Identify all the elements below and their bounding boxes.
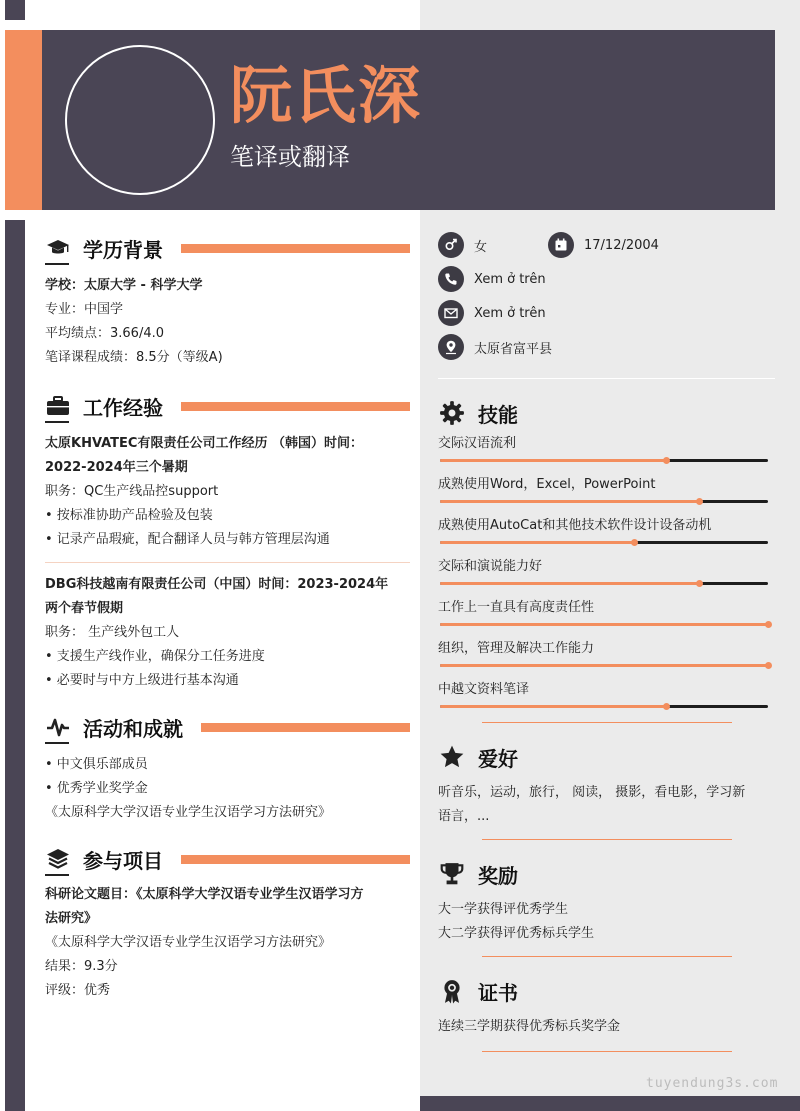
job-detail: • 必要时与中方上级进行基本沟通	[45, 673, 239, 688]
skill-level-fill	[440, 541, 634, 544]
avatar	[65, 45, 215, 195]
skill-level-bar	[440, 541, 768, 544]
pulse-icon	[45, 714, 71, 740]
section-separator	[482, 956, 732, 957]
award-item: 大二学获得评优秀标兵学生	[438, 926, 595, 941]
skill-level-fill	[440, 664, 768, 667]
job-heading: 两个春节假期	[45, 601, 124, 616]
skill-label: 工作上一直具有高度责任性	[438, 600, 595, 615]
skill-item	[438, 638, 778, 679]
education-header	[45, 230, 410, 266]
location-pin-icon	[438, 334, 464, 360]
medal-icon	[438, 977, 466, 1005]
phone-icon	[438, 266, 464, 292]
section-title-bar	[181, 244, 410, 253]
section-title: 活动和成就	[83, 716, 183, 741]
certificate-item: 连续三学期获得优秀标兵奖学金	[438, 1019, 621, 1034]
skill-level-bar	[440, 459, 768, 462]
hobbies-text: 听音乐，运动，旅行， 阅读， 摄影，看电影，学习新	[438, 785, 746, 800]
skill-level-bar	[440, 500, 768, 503]
header-accent-bar	[5, 30, 42, 210]
job-detail: 职务：QC生产线品控support	[45, 484, 219, 499]
major-line: 专业：中国学	[45, 302, 124, 317]
candidate-role: 笔译或翻译	[230, 143, 350, 171]
section-title: 奖励	[478, 863, 518, 888]
work-job-2	[45, 573, 410, 693]
hobbies-header	[438, 737, 778, 777]
info-row-gender-birthdate	[438, 228, 778, 262]
skill-level-knob	[765, 662, 772, 669]
job-detail: 职务： 生产线外包工人	[45, 625, 180, 640]
activity-item: • 中文俱乐部成员	[45, 757, 148, 772]
address-value: 太原省富平县	[474, 341, 553, 357]
job-heading: 2022-2024年三个暑期	[45, 460, 188, 475]
gender-value: 女	[474, 239, 488, 255]
activities-header	[45, 709, 410, 745]
skill-level-bar	[440, 664, 768, 667]
skills-header	[438, 393, 778, 433]
info-row-address	[438, 330, 778, 364]
birthdate-value: 17/12/2004	[584, 237, 659, 253]
section-title: 证书	[478, 980, 518, 1005]
skill-label: 交际汉语流利	[438, 436, 517, 451]
skill-item	[438, 679, 778, 720]
skill-level-bar	[440, 705, 768, 708]
skill-level-bar	[440, 623, 768, 626]
skills-list	[438, 433, 778, 720]
watermark: tuyendung3s.com	[646, 1076, 779, 1091]
skill-level-fill	[440, 459, 666, 462]
header-underline	[45, 742, 69, 744]
gpa-line: 平均绩点：3.66/4.0	[45, 326, 164, 341]
awards-header	[438, 854, 778, 894]
skill-label: 交际和演说能力好	[438, 559, 543, 574]
section-separator	[482, 722, 732, 723]
skill-level-knob	[663, 703, 670, 710]
project-detail: 结果：9.3分	[45, 959, 118, 974]
section-title: 参与项目	[83, 848, 163, 873]
section-title: 技能	[478, 402, 518, 427]
skill-level-fill	[440, 623, 768, 626]
skill-label: 中越文资料笔译	[438, 682, 530, 697]
skill-item	[438, 515, 778, 556]
translation-grade-line: 笔译课程成绩：8.5分（等级A)	[45, 350, 223, 365]
skill-item	[438, 474, 778, 515]
header-underline	[45, 263, 69, 265]
education-block	[45, 274, 410, 370]
projects-header	[45, 841, 410, 877]
skill-label: 组织，管理及解决工作能力	[438, 641, 595, 656]
section-title-bar	[201, 723, 410, 732]
skill-level-bar	[440, 582, 768, 585]
calendar-icon	[548, 232, 574, 258]
phone-value: Xem ở trên	[474, 271, 546, 287]
skill-level-fill	[440, 705, 666, 708]
header-underline	[45, 874, 69, 876]
job-heading: 太原KHVATEC有限责任公司工作经历 （韩国）时间：	[45, 436, 363, 451]
right-column	[438, 228, 778, 1062]
trophy-icon	[438, 860, 466, 888]
section-title-bar	[181, 855, 410, 864]
star-icon	[438, 743, 466, 771]
section-title: 爱好	[478, 746, 518, 771]
corner-decoration	[5, 0, 25, 20]
info-separator	[438, 378, 775, 379]
work-header	[45, 388, 410, 424]
project-heading: 科研论文题目：《太原科学大学汉语专业学生汉语学习方	[45, 887, 364, 902]
job-heading: DBG科技越南有限责任公司（中国）时间：2023-2024年	[45, 577, 389, 592]
info-row-email	[438, 296, 778, 330]
gear-icon	[438, 399, 466, 427]
job-divider	[45, 562, 410, 563]
activity-item: • 优秀学业奖学金	[45, 781, 148, 796]
layers-icon	[45, 846, 71, 872]
graduation-cap-icon	[45, 235, 71, 261]
project-heading: 法研究》	[45, 911, 98, 926]
award-item: 大一学获得评优秀学生	[438, 902, 569, 917]
briefcase-icon	[45, 393, 71, 419]
project-detail: 评级：优秀	[45, 983, 111, 998]
skill-level-fill	[440, 500, 699, 503]
skill-label: 成熟使用AutoCat和其他技术软件设计设备动机	[438, 518, 712, 533]
skill-level-knob	[765, 621, 772, 628]
projects-block	[45, 883, 410, 1003]
skill-level-knob	[696, 580, 703, 587]
left-column	[45, 230, 410, 1003]
skill-level-knob	[663, 457, 670, 464]
certificates-header	[438, 971, 778, 1011]
skill-label: 成熟使用Word，Excel，PowerPoint	[438, 477, 656, 492]
skill-item	[438, 597, 778, 638]
candidate-name: 阮氏深	[230, 59, 423, 132]
skill-level-fill	[440, 582, 699, 585]
section-title: 学历背景	[83, 237, 163, 262]
skill-item	[438, 433, 778, 474]
envelope-icon	[438, 300, 464, 326]
section-title: 工作经验	[83, 395, 163, 420]
skill-level-knob	[631, 539, 638, 546]
school-line: 学校：太原大学 - 科学大学	[45, 278, 203, 293]
job-detail: • 按标准协助产品检验及包装	[45, 508, 213, 523]
project-detail: 《太原科学大学汉语专业学生汉语学习方法研究》	[45, 935, 332, 950]
gender-icon	[438, 232, 464, 258]
header-underline	[45, 421, 69, 423]
section-separator	[482, 1051, 732, 1052]
activity-item: 《太原科学大学汉语专业学生汉语学习方法研究》	[45, 805, 332, 820]
job-detail: • 支援生产线作业，确保分工任务进度	[45, 649, 265, 664]
section-separator	[482, 839, 732, 840]
skill-level-knob	[696, 498, 703, 505]
info-row-phone	[438, 262, 778, 296]
hobbies-text: 语言，...	[438, 809, 490, 824]
skill-item	[438, 556, 778, 597]
activities-block	[45, 753, 410, 825]
left-stripe-decoration	[5, 220, 25, 1111]
bottom-bar-decoration	[420, 1096, 800, 1111]
job-detail: • 记录产品瑕疵，配合翻译人员与韩方管理层沟通	[45, 532, 330, 547]
work-job-1	[45, 432, 410, 552]
section-title-bar	[181, 402, 410, 411]
email-value: Xem ở trên	[474, 305, 546, 321]
header-banner	[5, 30, 775, 210]
